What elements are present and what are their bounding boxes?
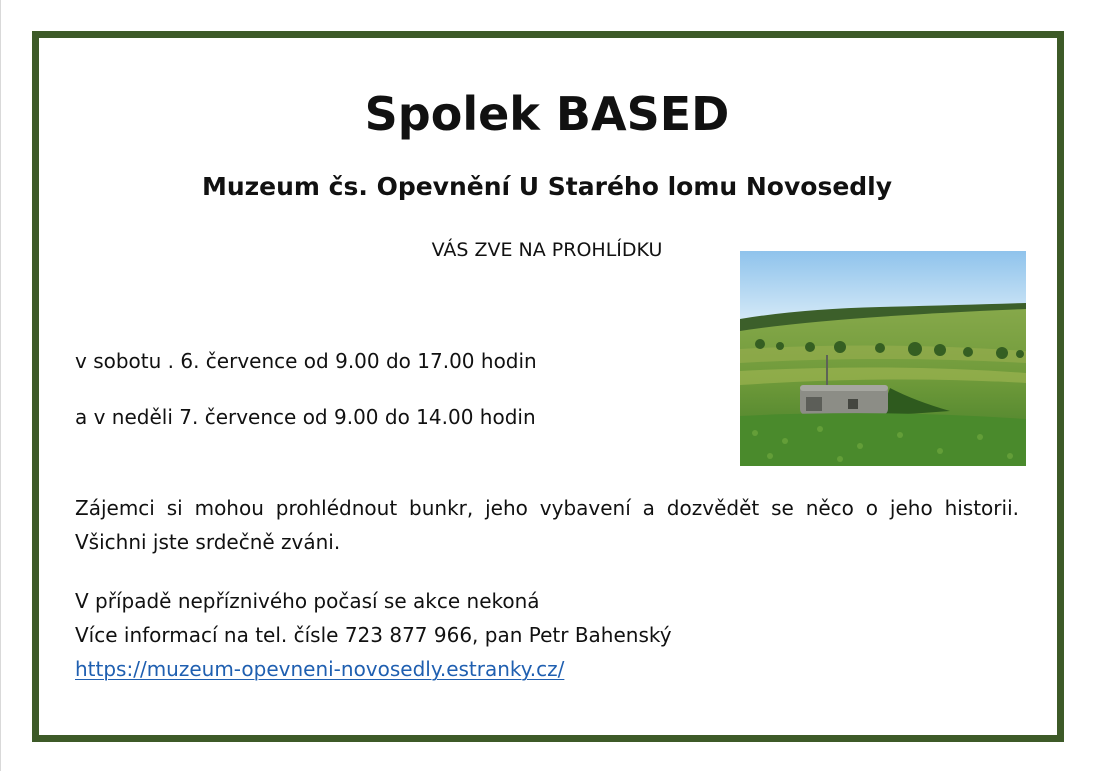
description-paragraph: Zájemci si mohou prohlédnout bunkr, jeho vybavení a dozvědět se něco o jeho historii. Všichni jste srdečně zváni.	[75, 496, 1019, 554]
flyer-subtitle: Muzeum čs. Opevnění U Starého lomu Novosedly	[201, 172, 893, 201]
weather-note: V případě nepříznivého počasí se akce nekoná	[75, 589, 540, 613]
contact-info: Více informací na tel. čísle 723 877 966, pan Petr Bahenský	[75, 623, 672, 647]
schedule-sunday: a v neděli 7. července od 9.00 do 14.00 hodin	[75, 405, 536, 429]
flyer-title: Spolek BASED	[364, 87, 730, 141]
bunker-photo	[740, 251, 1026, 466]
schedule-saturday: v sobotu . 6. července od 9.00 do 17.00 hodin	[75, 349, 537, 373]
website-line	[75, 652, 564, 686]
website-link[interactable]: https://muzeum-opevneni-novosedly.estranky.cz/	[75, 657, 565, 681]
invitation-text: VÁS ZVE NA PROHLÍDKU	[431, 239, 663, 261]
